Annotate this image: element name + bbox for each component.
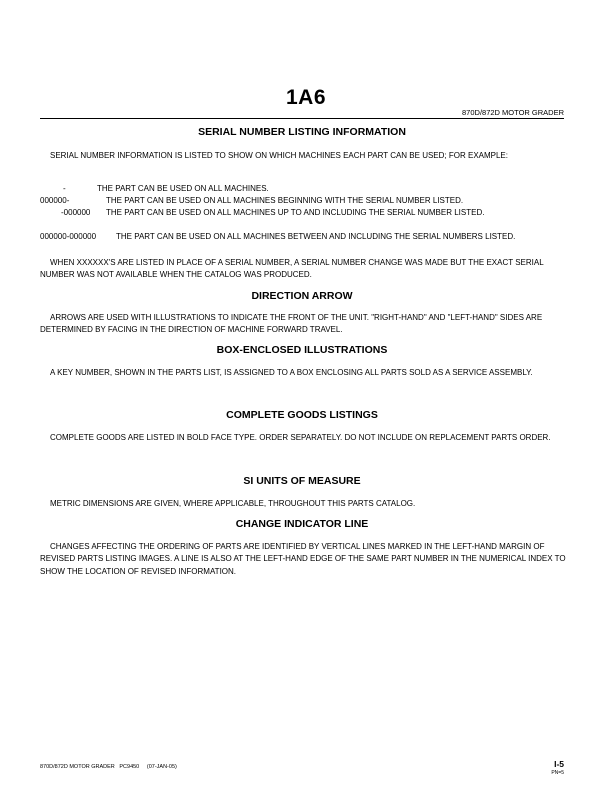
- si-units-heading: SI UNITS OF MEASURE: [243, 475, 361, 487]
- legend-code: -: [63, 184, 66, 193]
- document-title: 870D/872D MOTOR GRADER: [462, 108, 564, 117]
- complete-goods-body: COMPLETE GOODS ARE LISTED IN BOLD FACE TYPE. ORDER SEPARATELY. DO NOT INCLUDE ON REPLACEMENT PARTS ORDER.: [50, 433, 551, 442]
- legend-code: -000000: [61, 208, 91, 217]
- legend-text: THE PART CAN BE USED ON ALL MACHINES BETWEEN AND INCLUDING THE SERIAL NUMBERS LISTED.: [116, 232, 516, 241]
- change-indicator-body: CHANGES AFFECTING THE ORDERING OF PARTS ARE IDENTIFIED BY VERTICAL LINES MARKED IN THE LEFT-HAND MARGIN OF REVISED PARTS LISTING IMAGES. A LINE IS ALSO AT THE LEFT-HAND EDGE OF THE SAME PART NUMBER IN THE NUMERICAL INDEX TO SHOW THE LOCATION OF REVISED INFORMATION.: [40, 542, 566, 576]
- direction-arrow-body: ARROWS ARE USED WITH ILLUSTRATIONS TO INDICATE THE FRONT OF THE UNIT. "RIGHT-HAND" AND "LEFT-HAND" SIDES ARE DETERMINED BY FACING IN THE DIRECTION OF MACHINE FORWARD TRAVEL.: [40, 313, 543, 335]
- change-indicator-heading: CHANGE INDICATOR LINE: [235, 518, 369, 530]
- serial-number-heading: SERIAL NUMBER LISTING INFORMATION: [198, 126, 406, 138]
- direction-arrow-heading: DIRECTION ARROW: [251, 290, 353, 302]
- legend-code: 000000-000000: [40, 232, 97, 241]
- header-divider: [40, 118, 564, 119]
- si-units-body: METRIC DIMENSIONS ARE GIVEN, WHERE APPLICABLE, THROUGHOUT THIS PARTS CATALOG.: [50, 499, 416, 508]
- box-enclosed-heading: BOX-ENCLOSED ILLUSTRATIONS: [216, 344, 388, 356]
- footer-page-sub: PN=5: [551, 770, 564, 776]
- footer-page-number: I-5: [554, 759, 564, 769]
- legend-text: THE PART CAN BE USED ON ALL MACHINES BEGINNING WITH THE SERIAL NUMBER LISTED.: [106, 196, 464, 205]
- page-code: 1A6: [285, 86, 327, 109]
- complete-goods-heading: COMPLETE GOODS LISTINGS: [226, 409, 378, 421]
- legend-text: THE PART CAN BE USED ON ALL MACHINES.: [97, 184, 269, 193]
- serial-number-note: WHEN XXXXXX'S ARE LISTED IN PLACE OF A SERIAL NUMBER, A SERIAL NUMBER CHANGE WAS MADE BUT THE EXACT SERIAL NUMBER WAS NOT AVAILABLE WHEN THE CATALOG WAS PRODUCED.: [40, 258, 544, 280]
- legend-code: 000000-: [40, 196, 70, 205]
- footer-document-info: 870D/872D MOTOR GRADER PC9450 (07-JAN-05): [40, 764, 177, 770]
- box-enclosed-body: A KEY NUMBER, SHOWN IN THE PARTS LIST, IS ASSIGNED TO A BOX ENCLOSING ALL PARTS SOLD AS A SERVICE ASSEMBLY.: [50, 368, 533, 377]
- serial-number-intro: SERIAL NUMBER INFORMATION IS LISTED TO SHOW ON WHICH MACHINES EACH PART CAN BE USED; FOR EXAMPLE:: [50, 151, 508, 160]
- legend-text: THE PART CAN BE USED ON ALL MACHINES UP TO AND INCLUDING THE SERIAL NUMBER LISTED.: [106, 208, 485, 217]
